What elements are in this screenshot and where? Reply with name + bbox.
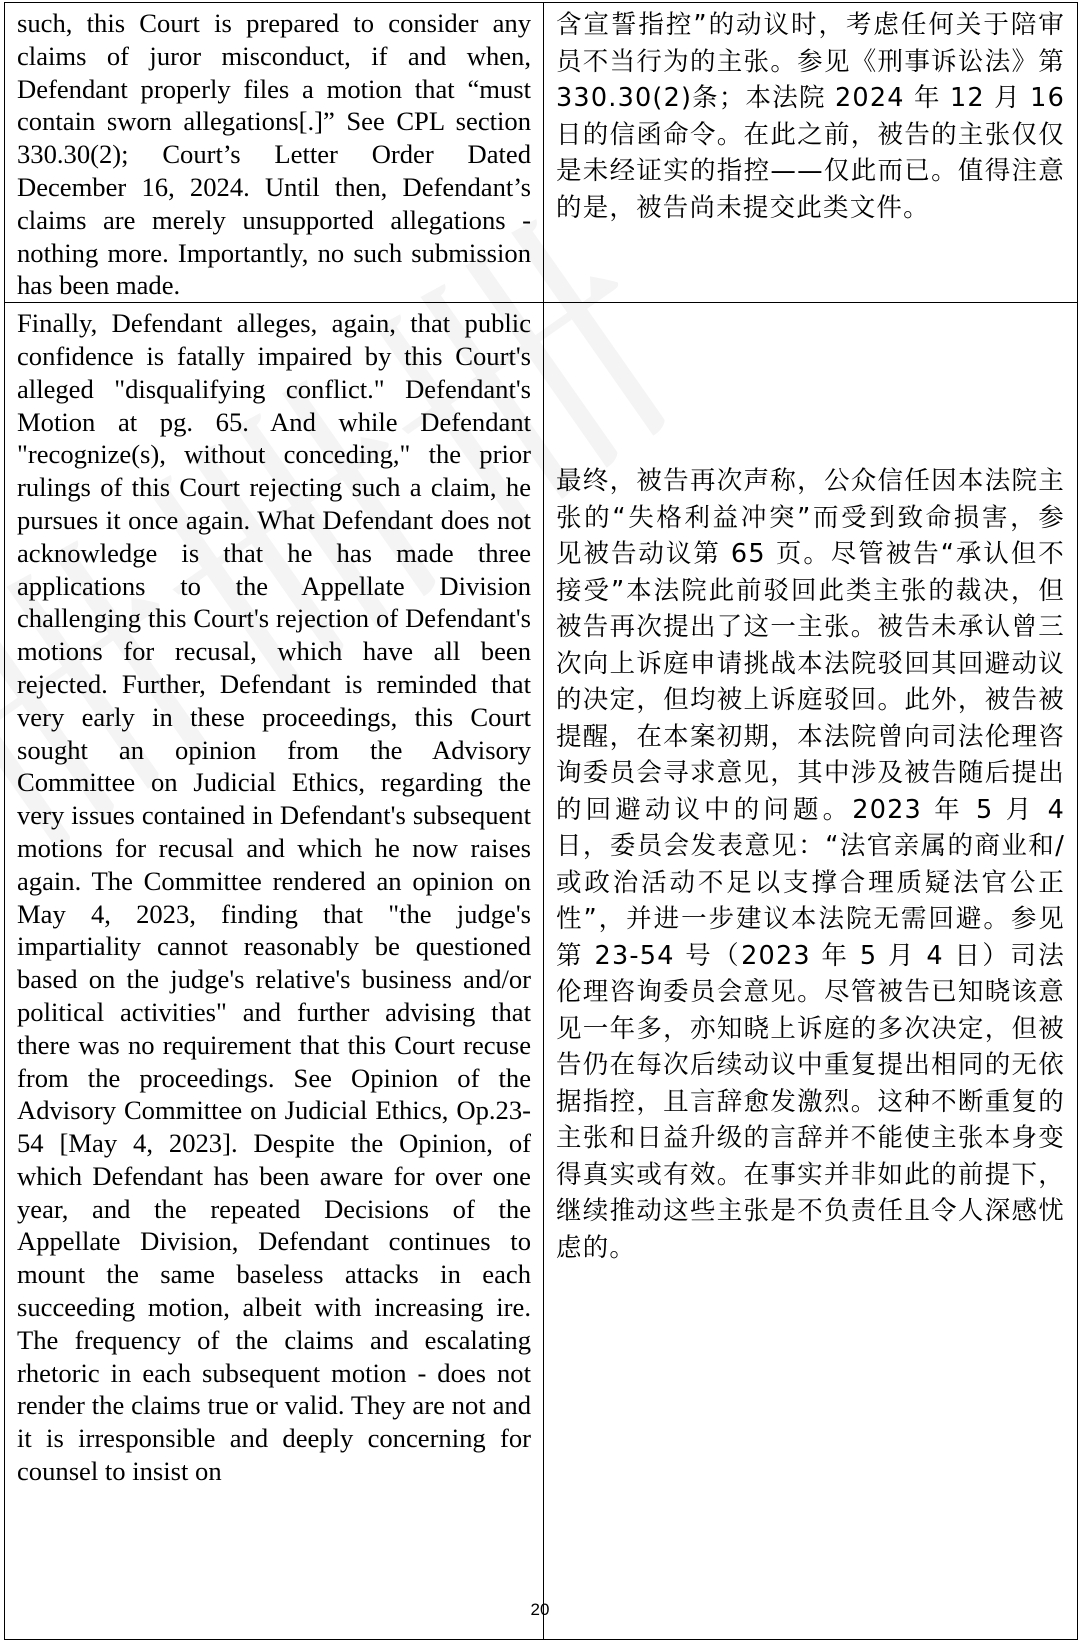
english-cell: Finally, Defendant alleges, again, that public confidence is fatally impaired by this Court's alleged "disqualifying conflict." Defendant's Motion at pg. 65. And while Defendant "recognize(s), without conceding," the prior rulings of this Court rejecting such a claim, he pursues it once again. What Defendant does not acknowledge is that he has made three applications to the Appellate Division challenging this Court's rejection of Defendant's motions for recusal, which have all been rejected. Further, Defendant is reminded that very early in these proceedings, this Court sought an opinion from the Advisory Committee on Judicial Ethics, regarding the very issues contained in Defendant's subsequent motions for recusal and which he now raises again. The Committee rendered an opinion on May 4, 2023, finding that "the judge's impartiality cannot reasonably be questioned based on the judge's relative's business and/or political activities" and further advising that there was no requirement that this Court recuse from the proceedings. See Opinion of the Advisory Committee on Judicial Ethics, Op.23-54 [May 4, 2023]. Despite the Opinion, of which Defendant has been aware for over one year, and the repeated Decisions of the Appellate Division, Defendant continues to mount the same baseless attacks in each succeeding motion, albeit with increasing ire. The frequency of the claims and escalating rhetoric in each subsequent motion - does not render the claims true or valid. They are not and it is irresponsible and deeply concerning for counsel to insist on [5,303,544,1640]
table-row [5,303,1078,1640]
page-number: 20 [530,1600,550,1619]
chinese-cell: 最终，被告再次声称，公众信任因本法院主张的“失格利益冲突”而受到致命损害，参见被告动议第 65 页。尽管被告“承认但不接受”本法院此前驳回此类主张的裁决，但被告再次提出了这一主张。被告未承认曾三次向上诉庭申请挑战本法院驳回其回避动议的决定，但均被上诉庭驳回。此外，被告被提醒，在本案初期，本法院曾向司法伦理咨询委员会寻求意见，其中涉及被告随后提出的回避动议中的问题。2023 年 5 月 4 日，委员会发表意见：“法官亲属的商业和/或政治活动不足以支撑合理质疑法官公正性”，并进一步建议本法院无需回避。参见第 23-54 号（2023 年 5 月 4 日）司法伦理咨询委员会意见。尽管被告已知晓该意见一年多，亦知晓上诉庭的多次决定，但被告仍在每次后续动议中重复提出相同的无依据指控，且言辞愈发激烈。这种不断重复的主张和日益升级的言辞并不能使主张本身变得真实或有效。在事实并非如此的前提下，继续推动这些主张是不负责任且令人深感忧虑的。 [544,303,1078,1640]
table-row [5,3,1078,303]
chinese-cell: 含宣誓指控”的动议时，考虑任何关于陪审员不当行为的主张。参见《刑事诉讼法》第 330.30(2)条；本法院 2024 年 12 月 16 日的信函命令。在此之前，被告的主张仅仅是未经证实的指控——仅此而已。值得注意的是，被告尚未提交此类文件。 [544,3,1078,303]
bilingual-translation-table [4,2,1078,1640]
english-cell: such, this Court is prepared to consider any claims of juror misconduct, if and when, Defendant properly files a motion that “must contain sworn allegations[.]” See CPL section 330.30(2); Court’s Letter Order Dated December 16, 2024. Until then, Defendant’s claims are merely unsupported allegations - nothing more. Importantly, no such submission has been made. [5,3,544,303]
